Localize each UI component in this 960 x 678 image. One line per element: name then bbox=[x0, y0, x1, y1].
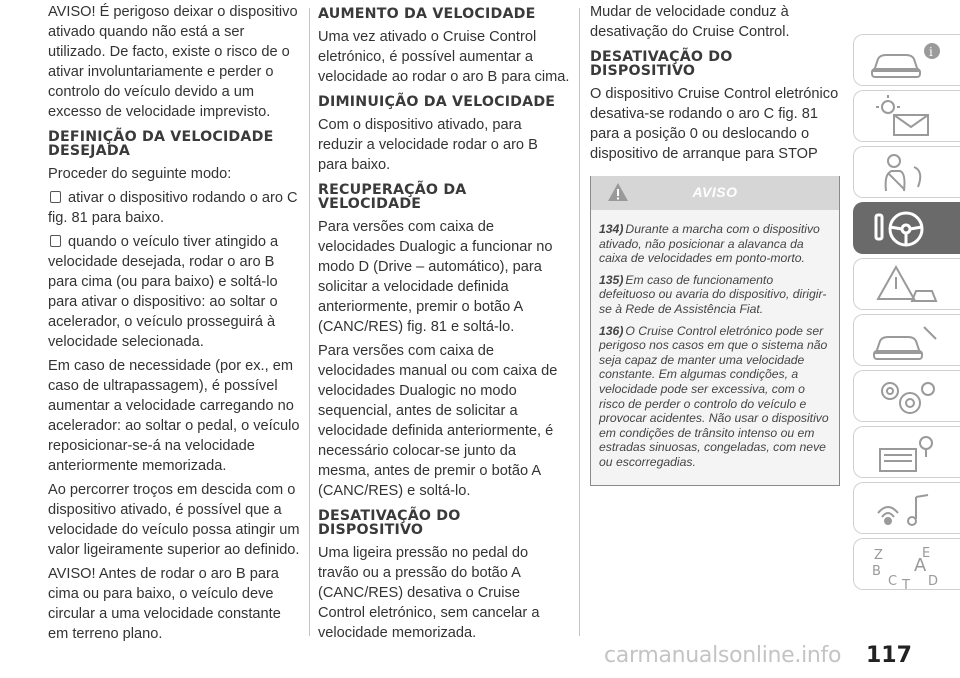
chapter-tabs bbox=[853, 34, 960, 594]
watermark: carmanualsonline.info bbox=[604, 643, 842, 668]
warning-title: AVISO bbox=[692, 184, 738, 200]
paragraph-warning-active: AVISO! É perigoso deixar o dispositivo ativado quando não está a ser utilizado. De facto, existe o risco de o ativar involuntariamente e perder o controlo do veículo devido a um excesso de velocidade imprevisto. bbox=[48, 4, 298, 120]
car-info-icon bbox=[854, 35, 960, 87]
index-letter: B bbox=[872, 564, 881, 579]
paragraph-descent: Ao percorrer troços em descida com o dispositivo ativado, é possível que a velocidade do veículo possa atingir um valor ligeiramente superior ao definido. bbox=[48, 482, 300, 558]
paragraph-warning-ring: AVISO! Antes de rodar o aro B para cima ou para baixo, o veículo deve circular a uma velocidade constante em terreno plano. bbox=[48, 566, 281, 642]
index-letter: A bbox=[914, 555, 927, 576]
index-letter: D bbox=[928, 574, 939, 589]
heading-deactivation: DESATIVAÇÃO DO DISPOSITIVO bbox=[318, 508, 461, 538]
warning-triangle-car-icon bbox=[854, 259, 960, 311]
bullet-icon bbox=[50, 191, 61, 203]
tab-warning-lights[interactable] bbox=[853, 90, 960, 142]
column-divider bbox=[579, 8, 580, 636]
warning-note: 135) Em caso de funcionamento defeituoso ou avaria do dispositivo, dirigir-se à Rede de Assistência Fiat. bbox=[599, 272, 827, 316]
paragraph-device-deactivation: O dispositivo Cruise Control eletrónico desativa-se rodando o aro C fig. 81 para a posição 0 ou deslocando o dispositivo de arranque para STOP bbox=[590, 86, 839, 162]
warning-note: 134) Durante a marcha com o dispositivo ativado, não posicionar a alavanca da caixa de velocidades em ponto-morto. bbox=[599, 222, 820, 266]
column-left bbox=[48, 2, 300, 648]
warning-lights-icon bbox=[854, 91, 960, 143]
tab-multimedia[interactable] bbox=[853, 482, 960, 534]
heading-device-deactivation: DESATIVAÇÃO DO DISPOSITIVO bbox=[590, 49, 733, 79]
svg-text:i: i bbox=[929, 45, 933, 59]
multimedia-icon bbox=[854, 483, 960, 535]
alphabetical-index-icon bbox=[854, 539, 960, 591]
tab-car-info[interactable] bbox=[853, 34, 960, 86]
paragraph-overtaking: Em caso de necessidade (por ex., em caso de ultrapassagem), é possível aumentar a velocidade carregando no acelerador: ao soltar o pedal, o veículo reposicionar-se-á na velocidade anteriormente memorizada. bbox=[48, 358, 300, 474]
safety-seatbelt-icon bbox=[854, 147, 960, 199]
paragraph-speed-decrease: Com o dispositivo ativado, para reduzir a velocidade rodar o aro B para baixo. bbox=[318, 117, 538, 173]
warning-note: 136) O Cruise Control eletrónico pode ser perigoso nos casos em que o sistema não seja capaz de manter uma velocidade constante. Em algumas condições, a velocidade pode ser excessiva, com o risco de perder o controlo do veículo e provocar acidentes. Não usar o dispositivo em condições de trânsito intenso ou em estradas sinuosas, congeladas, com neve ou escorregadias. bbox=[599, 323, 829, 469]
paragraph-gear-change: Mudar de velocidade conduz à desativação do Cruise Control. bbox=[590, 4, 790, 40]
warning-notes bbox=[591, 210, 839, 485]
paragraph-recovery-dualogic: Para versões com caixa de velocidades Dualogic a funcionar no modo D (Drive – automático), para solicitar a velocidade definida anteriormente, premir o botão A (CANC/RES) fig. 81 e soltá-lo. bbox=[318, 219, 553, 335]
tab-service[interactable] bbox=[853, 314, 960, 366]
heading-speed-increase: AUMENTO DA VELOCIDADE bbox=[318, 6, 536, 22]
index-letter: C bbox=[888, 574, 898, 589]
tab-maintenance[interactable] bbox=[853, 370, 960, 422]
tab-starting-driving[interactable] bbox=[853, 202, 960, 254]
warning-header bbox=[591, 176, 839, 210]
list-item: quando o veículo tiver atingido a velocidade desejada, rodar o aro B para cima (ou para baixo) e soltá-lo para ativar o dispositivo: ao soltar o acelerador, o veículo prosseguirá à velocidade selecionada. bbox=[48, 234, 279, 350]
tab-safety[interactable] bbox=[853, 146, 960, 198]
column-middle bbox=[318, 2, 570, 647]
steering-wheel-key-icon bbox=[854, 203, 960, 255]
warning-box bbox=[590, 176, 840, 486]
list-item: ativar o dispositivo rodando o aro C fig. 81 para baixo. bbox=[48, 190, 298, 226]
paragraph-recovery-manual: Para versões com caixa de velocidades manual ou com caixa de velocidades Dualogic no modo sequencial, antes de solicitar a velocidade definida anteriormente, é necessário colocar-se junto da mesma, antes de premir o botão A (CANC/RES) e soltá-lo. bbox=[318, 343, 558, 499]
column-divider bbox=[309, 8, 310, 636]
heading-speed-recovery: RECUPERAÇÃO DA VELOCIDADE bbox=[318, 182, 467, 212]
paragraph-procedure: Proceder do seguinte modo: bbox=[48, 166, 232, 182]
page-number: 117 bbox=[866, 643, 912, 668]
index-letter: T bbox=[902, 578, 910, 591]
column-right bbox=[590, 2, 840, 486]
tab-emergency[interactable] bbox=[853, 258, 960, 310]
maintenance-gears-icon bbox=[854, 371, 960, 423]
index-letter: E bbox=[922, 546, 931, 561]
tab-index[interactable] bbox=[853, 538, 960, 590]
tab-technical-data[interactable] bbox=[853, 426, 960, 478]
index-letter: Z bbox=[874, 548, 883, 563]
bullet-icon bbox=[50, 235, 61, 247]
car-service-icon bbox=[854, 315, 960, 367]
heading-speed-decrease: DIMINUIÇÃO DA VELOCIDADE bbox=[318, 94, 556, 110]
technical-data-icon bbox=[854, 427, 960, 479]
heading-set-speed: DEFINIÇÃO DA VELOCIDADE DESEJADA bbox=[48, 129, 274, 159]
paragraph-deactivation: Uma ligeira pressão no pedal do travão ou a pressão do botão A (CANC/RES) desativa o Cruise Control eletrónico, sem cancelar a velocidade memorizada. bbox=[318, 545, 540, 641]
paragraph-speed-increase: Uma vez ativado o Cruise Control eletrónico, é possível aumentar a velocidade ao rodar o aro B para cima. bbox=[318, 29, 570, 85]
